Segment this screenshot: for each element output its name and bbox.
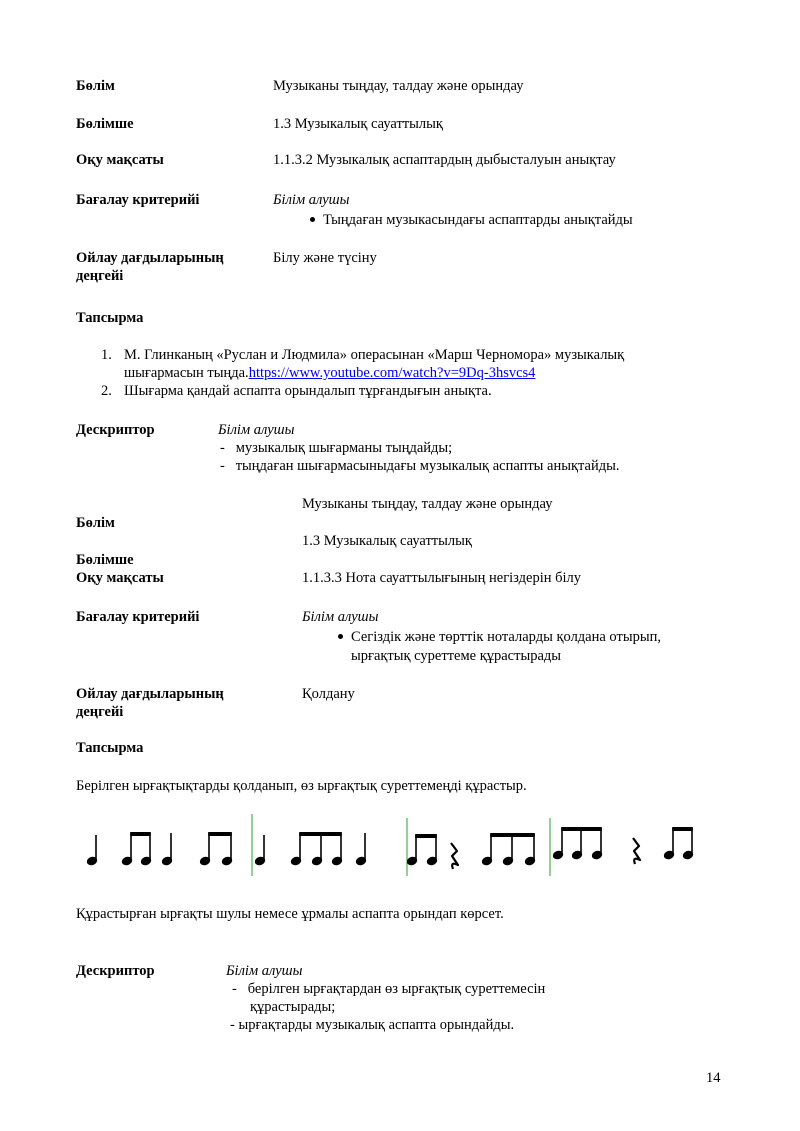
s2-thinking-label-line1: Ойлау дағдыларының [76, 686, 224, 702]
task-item-1-line1: М. Глинканың «Руслан и Людмила» операсынан «Марш Черномора» музыкалық [124, 347, 625, 363]
s2-descriptor-item-1: - берілген ырғақтардан өз ырғақтық суреттемесін [232, 981, 546, 997]
task-item-1-text: шығармасын тыңда. [124, 365, 249, 381]
eighth-triple [552, 827, 602, 860]
descriptor-item-2-text: тыңдаған шығармасыныдағы музыкалық аспапты анықтайды. [235, 458, 620, 474]
bolimshe-label: Бөлімше [76, 116, 134, 132]
task-item-1-number: 1. [101, 347, 112, 363]
task-item-1-line2 [124, 364, 535, 382]
bolimshe-value: 1.3 Музыкалық сауаттылық [273, 116, 443, 132]
s2-criteria-label: Бағалау критерийі [76, 609, 200, 625]
descriptor-label: Дескриптор [76, 422, 155, 438]
bullet-icon [338, 634, 343, 639]
s2-criteria-learner: Білім алушы [302, 609, 379, 625]
eighth-pair [406, 834, 437, 866]
task-title: Тапсырма [76, 310, 144, 326]
criteria-bullet-item [310, 211, 633, 229]
eighth-triple-quarter [290, 832, 366, 866]
s2-criteria-bullet-line2: ырғақтық суреттеме құрастырады [351, 648, 561, 664]
criteria-label: Бағалау критерийі [76, 192, 200, 208]
goal-label: Оқу мақсаты [76, 152, 164, 168]
criteria-learner: Білім алушы [273, 192, 350, 208]
s2-descriptor-item-1-line2: құрастырады; [250, 999, 336, 1015]
s2-descriptor-item-2-text: ырғақтарды музыкалық аспапта орындайды. [238, 1017, 515, 1033]
s2-goal-label: Оқу мақсаты [76, 570, 164, 586]
s2-task-title: Тапсырма [76, 740, 144, 756]
bullet-icon [310, 217, 315, 222]
page-number: 14 [706, 1070, 721, 1086]
s2-task-text: Берілген ырғақтықтарды қолданып, өз ырғақтық суреттемеңді құрастыр. [76, 778, 527, 794]
rhythm-notation [80, 810, 720, 880]
s2-bolim-label: Бөлім [76, 515, 115, 531]
quarter-note [254, 835, 265, 866]
s2-bolim-value: Музыканы тыңдау, талдау және орындау [302, 496, 553, 512]
s2-descriptor-label: Дескриптор [76, 963, 155, 979]
s2-descriptor-item-1-text: берілген ырғақтардан өз ырғақтық суреттемесін [247, 981, 546, 997]
descriptor-learner: Білім алушы [218, 422, 295, 438]
eighth-pair-quarter [121, 832, 172, 866]
quarter-rest [451, 843, 458, 869]
s2-criteria-bullet-line1 [338, 628, 661, 646]
quarter-note [86, 835, 97, 866]
task-item-2-line1: Шығарма қандай аспапта орындалып тұрғандығын анықта. [124, 383, 492, 399]
s2-criteria-bullet-text1: Сегіздік және төрттік ноталарды қолдана отырып, [351, 629, 661, 645]
thinking-value: Білу және түсіну [273, 250, 377, 266]
thinking-label-line1: Ойлау дағдыларының [76, 250, 224, 266]
s2-descriptor-learner: Білім алушы [226, 963, 303, 979]
descriptor-item-1-text: музыкалық шығарманы тыңдайды; [235, 440, 453, 456]
youtube-link[interactable]: https://www.youtube.com/watch?v=9Dq-3hsvcs4 [248, 365, 536, 381]
s2-descriptor-item-2: - ырғақтарды музыкалық аспапта орындайды. [230, 1017, 515, 1033]
criteria-bullet-text: Тыңдаған музыкасындағы аспаптарды анықтайды [323, 212, 633, 228]
bolim-value: Музыканы тыңдау, талдау және орындау [273, 78, 524, 94]
s2-after-text: Құрастырған ырғақты шулы немесе ұрмалы аспапта орындап көрсет. [76, 906, 504, 922]
s2-goal-value: 1.1.3.3 Нота сауаттылығының негіздерін білу [302, 570, 582, 586]
thinking-label-line2: деңгейі [76, 268, 124, 284]
eighth-pair [663, 827, 693, 860]
s2-bolimshe-value: 1.3 Музыкалық сауаттылық [302, 533, 472, 549]
s2-bolimshe-label: Бөлімше [76, 552, 134, 568]
eighth-triple [481, 833, 535, 866]
quarter-rest [633, 838, 640, 864]
task-item-2-number: 2. [101, 383, 112, 399]
goal-value: 1.1.3.2 Музыкалық аспаптардың дыбысталуын анықтау [273, 152, 616, 168]
s2-thinking-label-line2: деңгейі [76, 704, 124, 720]
s2-thinking-value: Қолдану [302, 686, 355, 702]
eighth-pair [199, 832, 232, 866]
bolim-label: Бөлім [76, 78, 115, 94]
descriptor-item-2: - тыңдаған шығармасыныдағы музыкалық аспапты анықтайды. [220, 458, 620, 474]
descriptor-item-1: - музыкалық шығарманы тыңдайды; [220, 440, 453, 456]
